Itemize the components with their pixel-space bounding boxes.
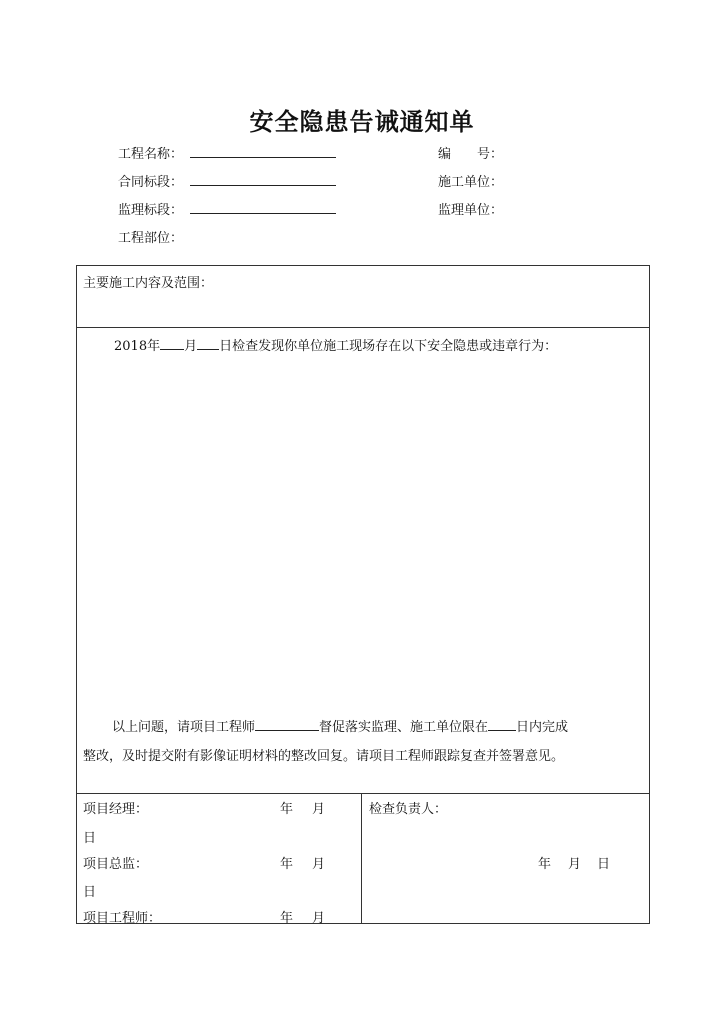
contract-section-field[interactable] [190, 185, 336, 186]
project-manager-label: 项目经理： [83, 802, 149, 817]
days-blank[interactable] [488, 718, 516, 731]
project-name-field[interactable] [190, 157, 336, 158]
scope-label: 主要施工内容及范围： [83, 276, 214, 291]
supervision-unit-label: 监理单位： [438, 203, 504, 218]
supervision-section-field[interactable] [190, 213, 336, 214]
inspection-year: 2018 [114, 339, 148, 354]
inspection-line: 2018年 月 日检查发现你单位施工现场存在以下安全隐患或违章行为： [114, 339, 558, 354]
month-blank[interactable] [160, 337, 184, 350]
notice-table [76, 265, 650, 924]
row-divider-1 [76, 327, 650, 328]
engineer-blank[interactable] [255, 718, 319, 731]
page-title: 安全隐患告诫通知单 [249, 108, 475, 136]
instruction-line-1: 以上问题，请项目工程师 督促落实监理、施工单位限在 日内完成 [112, 720, 569, 735]
chief-supervisor-label: 项目总监： [83, 857, 149, 872]
supervision-section-label: 监理标段： [118, 203, 184, 218]
project-part-label: 工程部位： [118, 231, 184, 246]
project-engineer-label: 项目工程师： [83, 911, 162, 926]
number-label: 编 号： [438, 147, 504, 162]
construction-unit-label: 施工单位： [438, 175, 504, 190]
project-name-label: 工程名称： [118, 147, 184, 162]
day-blank[interactable] [197, 337, 219, 350]
row-divider-2 [76, 793, 650, 794]
instruction-line-2: 整改，及时提交附有影像证明材料的整改回复。请项目工程师跟踪复查并签署意见。 [83, 749, 565, 764]
contract-section-label: 合同标段： [118, 175, 184, 190]
signature-divider [361, 793, 362, 923]
inspector-label: 检查负责人： [369, 802, 448, 817]
